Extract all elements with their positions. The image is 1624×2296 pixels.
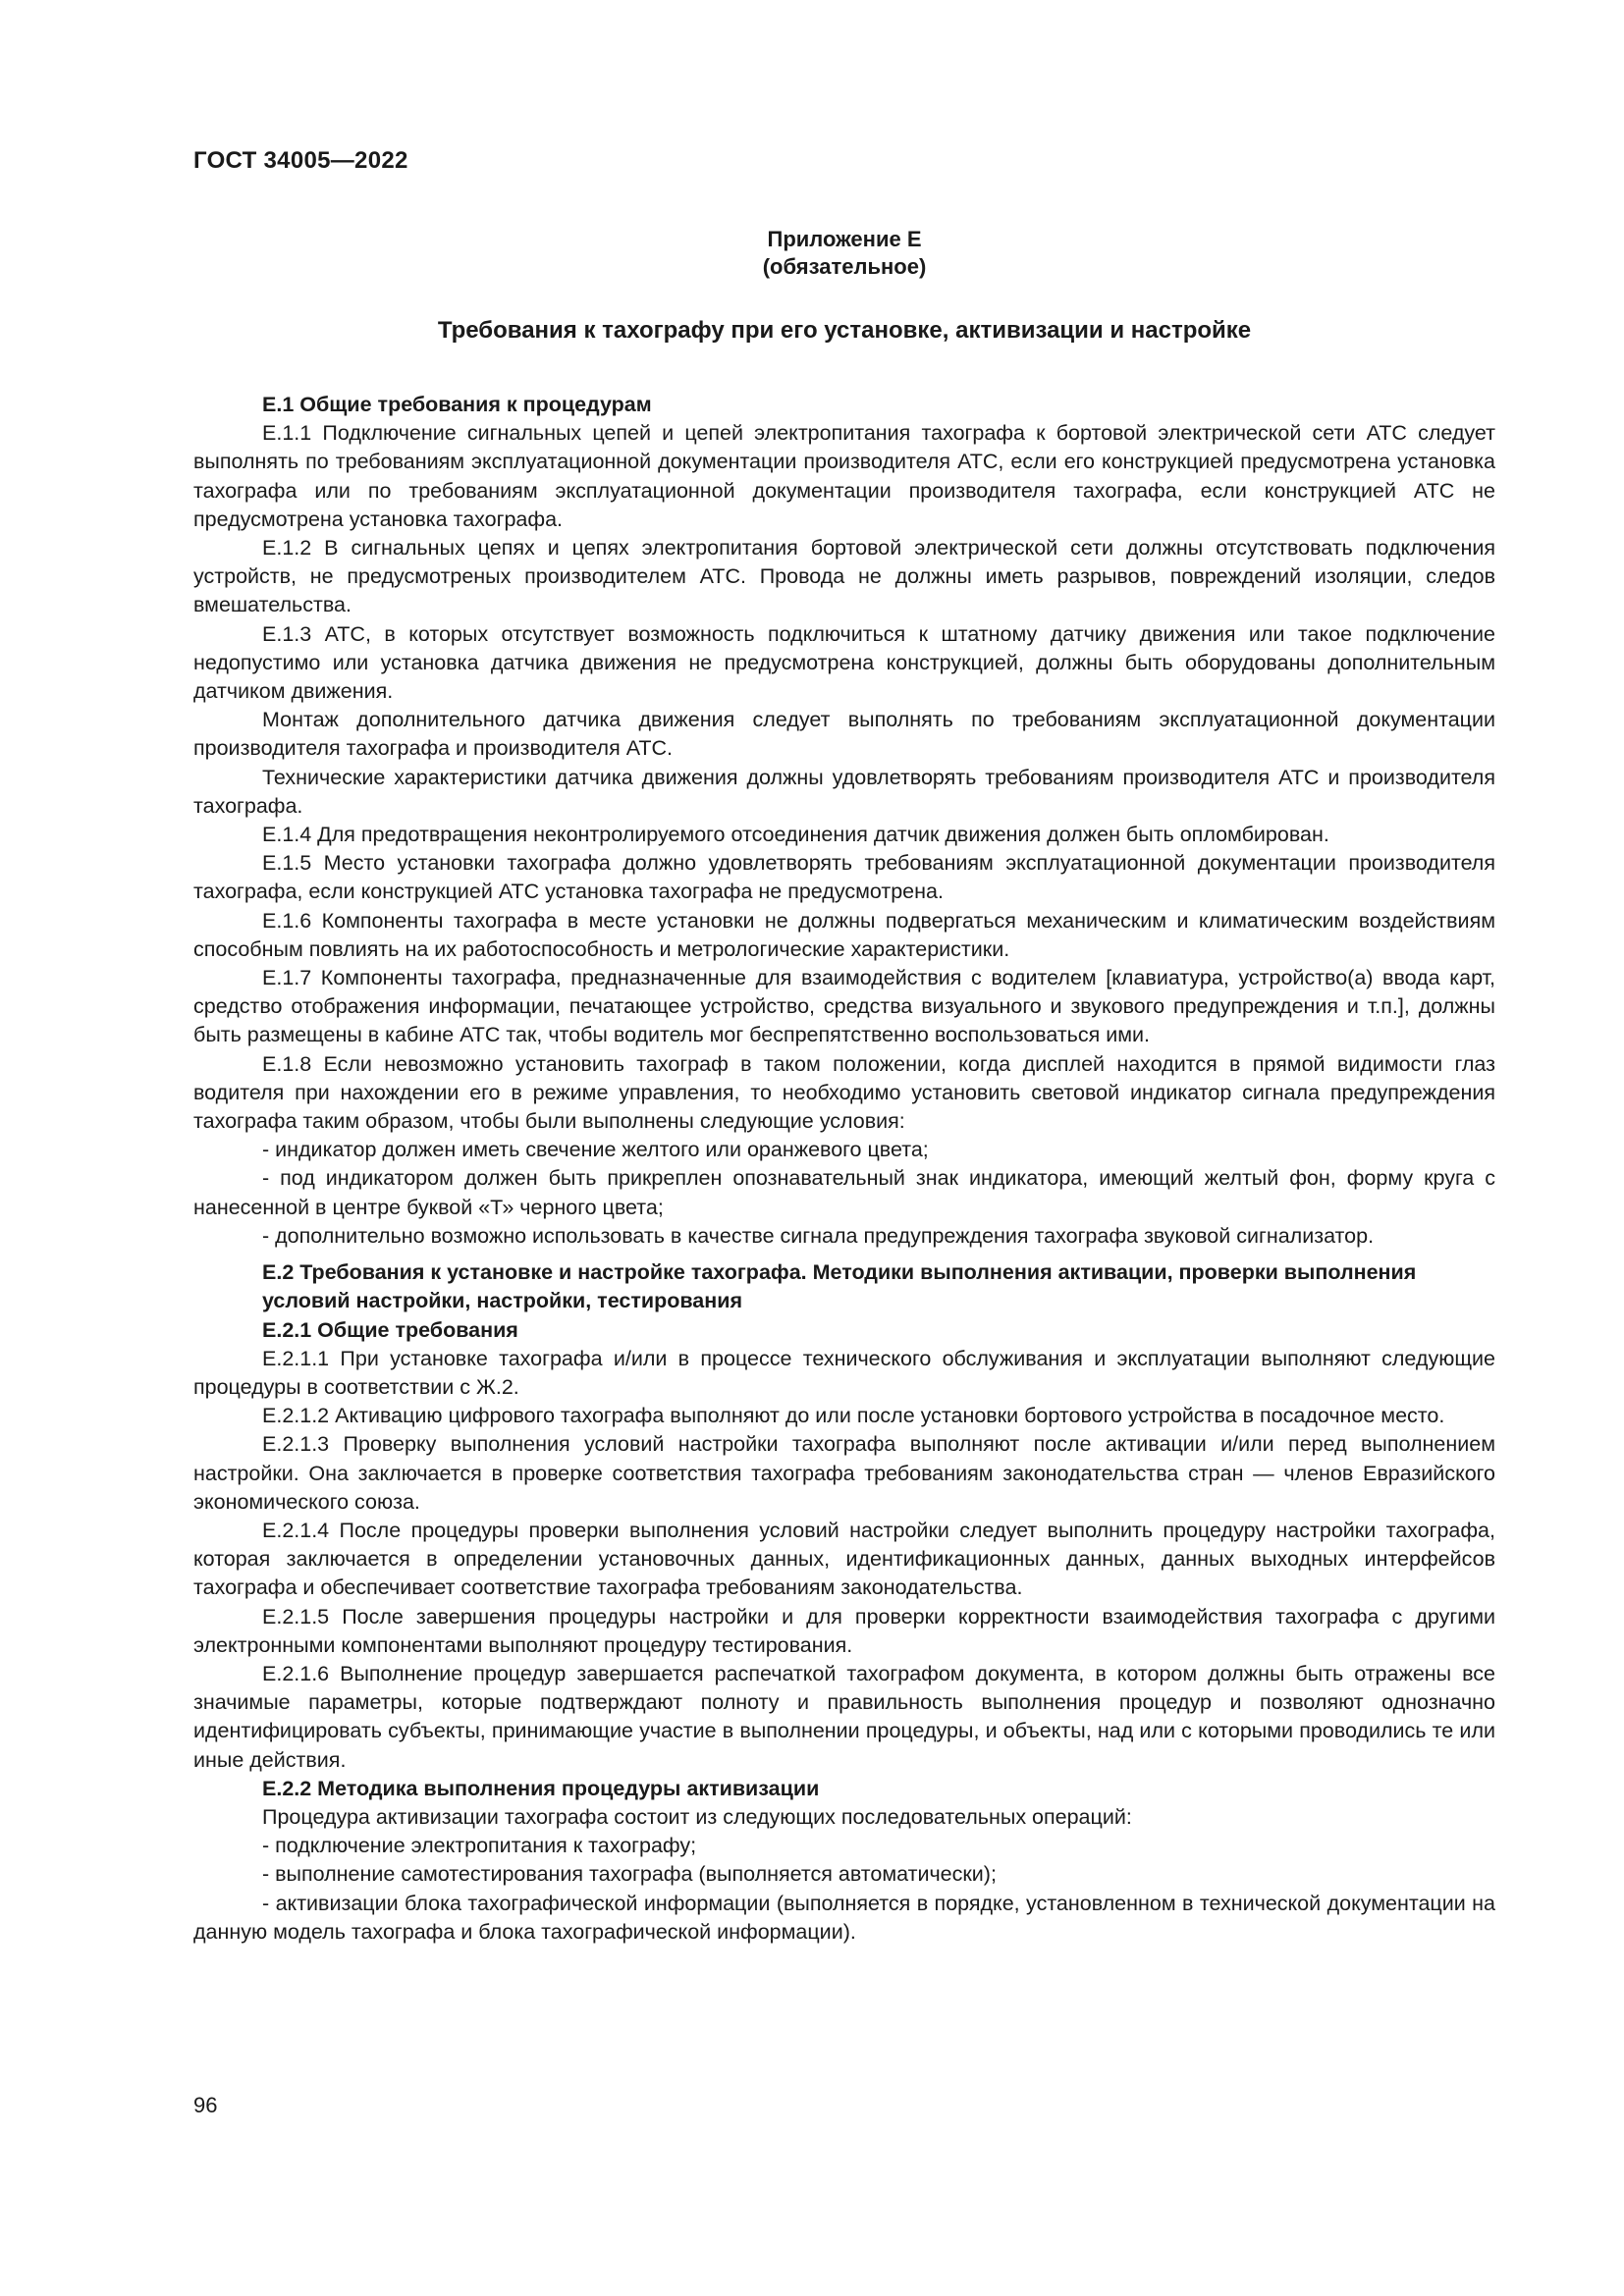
subsection-heading-e2-1: Е.2.1 Общие требования — [262, 1317, 518, 1342]
list-item: - подключение электропитания к тахографу; — [262, 1834, 697, 1858]
annex-title: Требования к тахографу при его установке, активизации и настройке — [437, 317, 1252, 344]
paragraph-e1-3-specs: Технические характеристики датчика движения должны удовлетворять требованиям производителя АТС и производителя тахографа. — [193, 765, 1495, 818]
paragraph-e2-1-4: Е.2.1.4 После процедуры проверки выполнения условий настройки следует выполнить процедуру настройки тахографа, которая заключается в определении установочных данных, идентификационных данных, данных выходных интерфейсов тахографа и обеспечивает соответствие тахографа требованиям законодательства. — [193, 1518, 1495, 1600]
paragraph-e1-1: Е.1.1 Подключение сигнальных цепей и цепей электропитания тахографа к бортовой электрической сети АТС следует выполнять по требованиям эксплуатационной документации производителя АТС, если его конструкцией предусмотрена установка тахографа или по требованиям эксплуатационной документации производителя тахографа, если конструкцией АТС не предусмотрена установка тахографа. — [193, 421, 1495, 531]
section-heading-e2: Е.2 Требования к установке и настройке тахографа. Методики выполнения активации, проверки выполнения условий настройки, настройки, тестирования — [262, 1260, 1417, 1313]
section-heading-e1: Е.1 Общие требования к процедурам — [262, 393, 652, 416]
paragraph-e2-1-6: Е.2.1.6 Выполнение процедур завершается распечаткой тахографом документа, в котором должны быть отражены все значимые параметры, которые подтверждают полноту и правильность выполнения процедур и позволяют однозначно идентифицировать субъекты, принимающие участие в выполнении процедуры, и объекты, над или с которыми проводились те или иные действия. — [193, 1661, 1495, 1772]
page-number: 96 — [193, 2093, 218, 2117]
subsection-heading-e2-2: Е.2.2 Методика выполнения процедуры активизации — [262, 1776, 820, 1800]
list-item: - выполнение самотестирования тахографа (выполняется автоматически); — [262, 1862, 997, 1887]
list-item: - индикатор должен иметь свечение желтого или оранжевого цвета; — [262, 1138, 929, 1162]
annex-heading — [193, 226, 1495, 281]
paragraph-e2-1-2: Е.2.1.2 Активацию цифрового тахографа выполняют до или после установки бортового устройства в посадочное место. — [262, 1404, 1445, 1428]
annex-label: Приложение Е — [767, 227, 922, 251]
list-item: - дополнительно возможно использовать в качестве сигнала предупреждения тахографа звуковой сигнализатор. — [262, 1223, 1375, 1248]
list-item: - под индикатором должен быть прикреплен опознавательный знак индикатора, имеющий желтый фон, форму круга с нанесенной в центре буквой «Т» черного цвета; — [193, 1166, 1495, 1219]
paragraph-e1-7: Е.1.7 Компоненты тахографа, предназначенные для взаимодействия с водителем [клавиатура, устройство(а) ввода карт, средство отображения информации, печатающее устройство, средства визуального и звукового предупреждения и т.п.], должны быть размещены в кабине АТС так, чтобы водитель мог беспрепятственно воспользоваться ими. — [193, 966, 1495, 1047]
paragraph-e1-6: Е.1.6 Компоненты тахографа в месте установки не должны подвергаться механическим и климатическим воздействиям способным повлиять на их работоспособность и метрологические характеристики. — [193, 908, 1495, 961]
annex-status: (обязательное) — [762, 254, 927, 279]
document-code-header: ГОСТ 34005—2022 — [193, 147, 408, 174]
paragraph-e1-3: Е.1.3 АТС, в которых отсутствует возможность подключиться к штатному датчику движения или такое подключение недопустимо или установка датчика движения не предусмотрена конструкцией, должны быть оборудованы дополнительным датчиком движения. — [193, 621, 1495, 704]
document-body — [193, 391, 1495, 1947]
paragraph-e2-1-1: Е.2.1.1 При установке тахографа и/или в процессе технического обслуживания и эксплуатации выполняют следующие процедуры в соответствии с Ж.2. — [193, 1346, 1495, 1399]
list-item: - активизации блока тахографической информации (выполняется в порядке, установленном в технической документации на данную модель тахографа и блока тахографической информации). — [193, 1891, 1495, 1944]
paragraph-e1-4: Е.1.4 Для предотвращения неконтролируемого отсоединения датчик движения должен быть опломбирован. — [262, 823, 1329, 847]
paragraph-e1-2: Е.1.2 В сигнальных цепях и цепях электропитания бортовой электрической сети должны отсутствовать подключения устройств, не предусмотреных производителем АТС. Провода не должны иметь разрывов, повреждений изоляции, следов вмешательства. — [193, 536, 1495, 617]
paragraph-e1-5: Е.1.5 Место установки тахографа должно удовлетворять требованиям эксплуатационной документации производителя тахографа, если конструкцией АТС установка тахографа не предусмотрена. — [193, 851, 1495, 904]
paragraph-e1-3-mounting: Монтаж дополнительного датчика движения следует выполнять по требованиям эксплуатационной документации производителя тахографа и производителя АТС. — [193, 708, 1495, 761]
paragraph-e2-2-intro: Процедура активизации тахографа состоит из следующих последовательных операций: — [262, 1804, 1132, 1829]
paragraph-e1-8: Е.1.8 Если невозможно установить тахограф в таком положении, когда дисплей находится в прямой видимости глаз водителя при нахождении его в режиме управления, то необходимо установить световой индикатор сигнала предупреждения тахографа таким образом, чтобы были выполнены следующие условия: — [193, 1051, 1495, 1134]
paragraph-e2-1-5: Е.2.1.5 После завершения процедуры настройки и для проверки корректности взаимодействия тахографа с другими электронными компонентами выполняют процедуру тестирования. — [193, 1604, 1495, 1657]
paragraph-e2-1-3: Е.2.1.3 Проверку выполнения условий настройки тахографа выполняют после активации и/или перед выполнением настройки. Она заключается в проверке соответствия тахографа требованиям законодательства стран — членов Евразийского экономического союза. — [193, 1432, 1495, 1514]
